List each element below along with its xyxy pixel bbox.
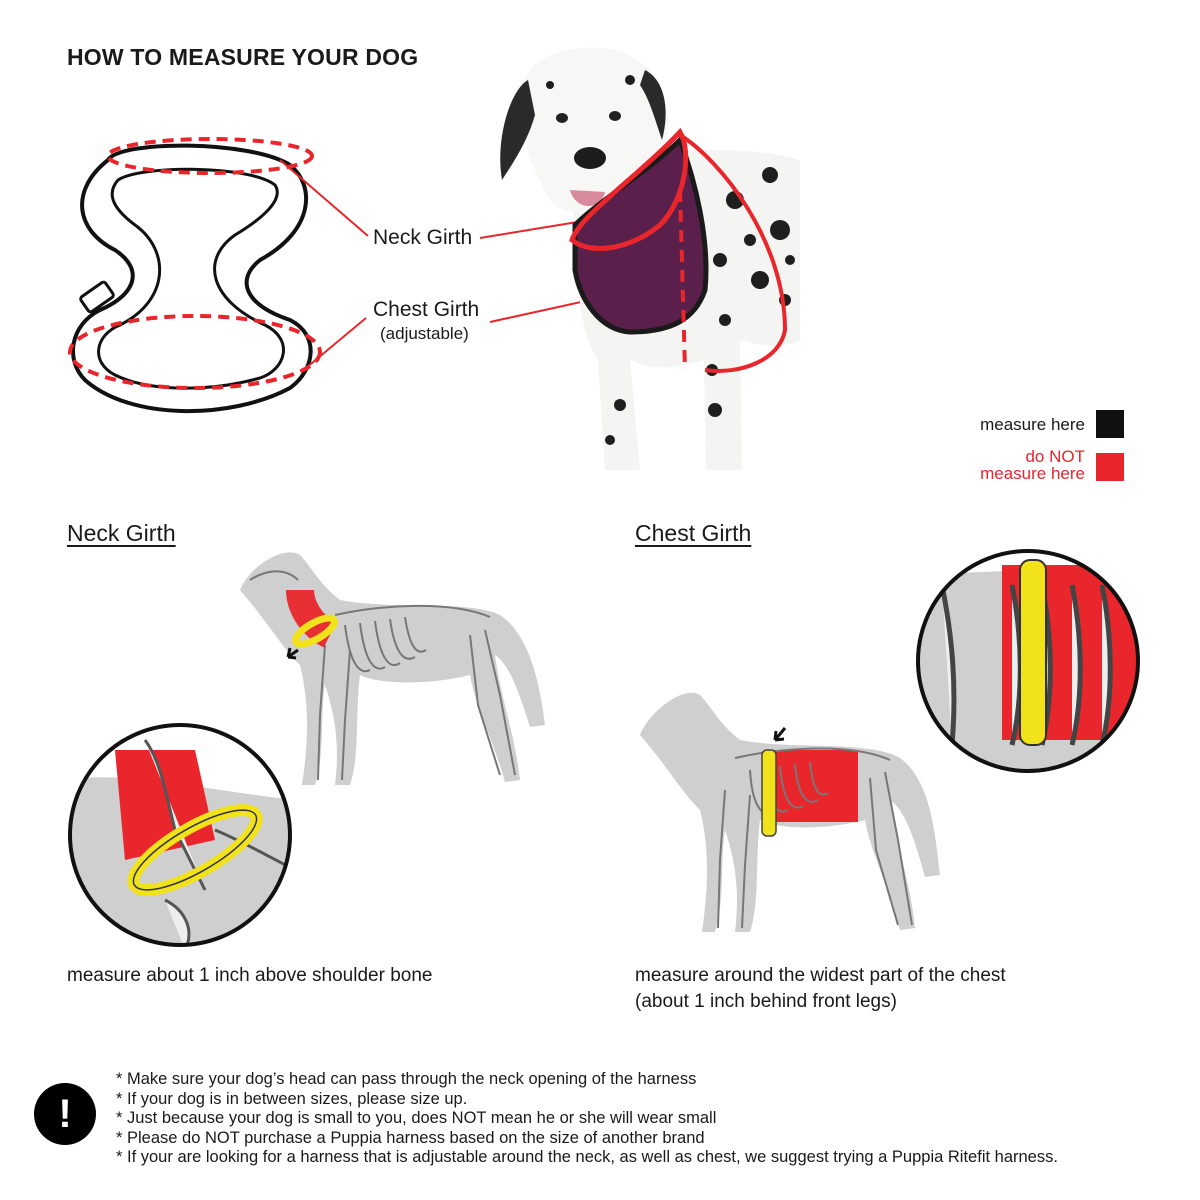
note-item: * Make sure your dog’s head can pass through the neck opening of the harness	[116, 1070, 697, 1088]
note-item: * If your dog is in between sizes, please size up.	[116, 1089, 468, 1108]
note-item: * Just because your dog is small to you, does NOT mean he or she will wear small	[116, 1109, 717, 1127]
warning-icon: !	[34, 1083, 96, 1145]
dog-photo	[480, 40, 800, 470]
chest-zoom-circle	[912, 545, 1144, 777]
chest-girth-adjustable-note: (adjustable)	[380, 324, 469, 343]
legend-measure-here-swatch	[1096, 410, 1124, 438]
chest-skeleton-dog	[630, 680, 950, 940]
neck-girth-caption: measure about 1 inch above shoulder bone	[67, 965, 433, 986]
legend-do-not-line1: do NOT	[1025, 447, 1085, 466]
chest-girth-heading: Chest Girth	[635, 520, 752, 546]
chest-arrow	[775, 728, 785, 740]
legend-do-not-line2: measure here	[980, 464, 1085, 483]
chest-girth-caption-line1: measure around the widest part of the chest	[635, 965, 1006, 986]
notes-list	[116, 1070, 1058, 1168]
chest-girth-caption-line2: (about 1 inch behind front legs)	[635, 991, 897, 1012]
chest-tape-zoom	[1020, 560, 1046, 745]
neck-girth-heading: Neck Girth	[67, 520, 176, 546]
chest-tape-small	[762, 750, 776, 836]
legend-do-not-measure-swatch	[1096, 453, 1124, 481]
note-item: * Please do NOT purchase a Puppia harness based on the size of another brand	[116, 1128, 705, 1147]
note-item: * If your are looking for a harness that is adjustable around the neck, as well as chest, we suggest trying a Puppia Ritefit harness.	[116, 1148, 1058, 1166]
neck-girth-callout: Neck Girth	[373, 226, 473, 249]
page-title: HOW TO MEASURE YOUR DOG	[67, 44, 419, 70]
chest-girth-callout: Chest Girth	[373, 298, 480, 321]
neck-zoom-circle	[65, 720, 295, 950]
legend-measure-here-label: measure here	[980, 415, 1085, 434]
